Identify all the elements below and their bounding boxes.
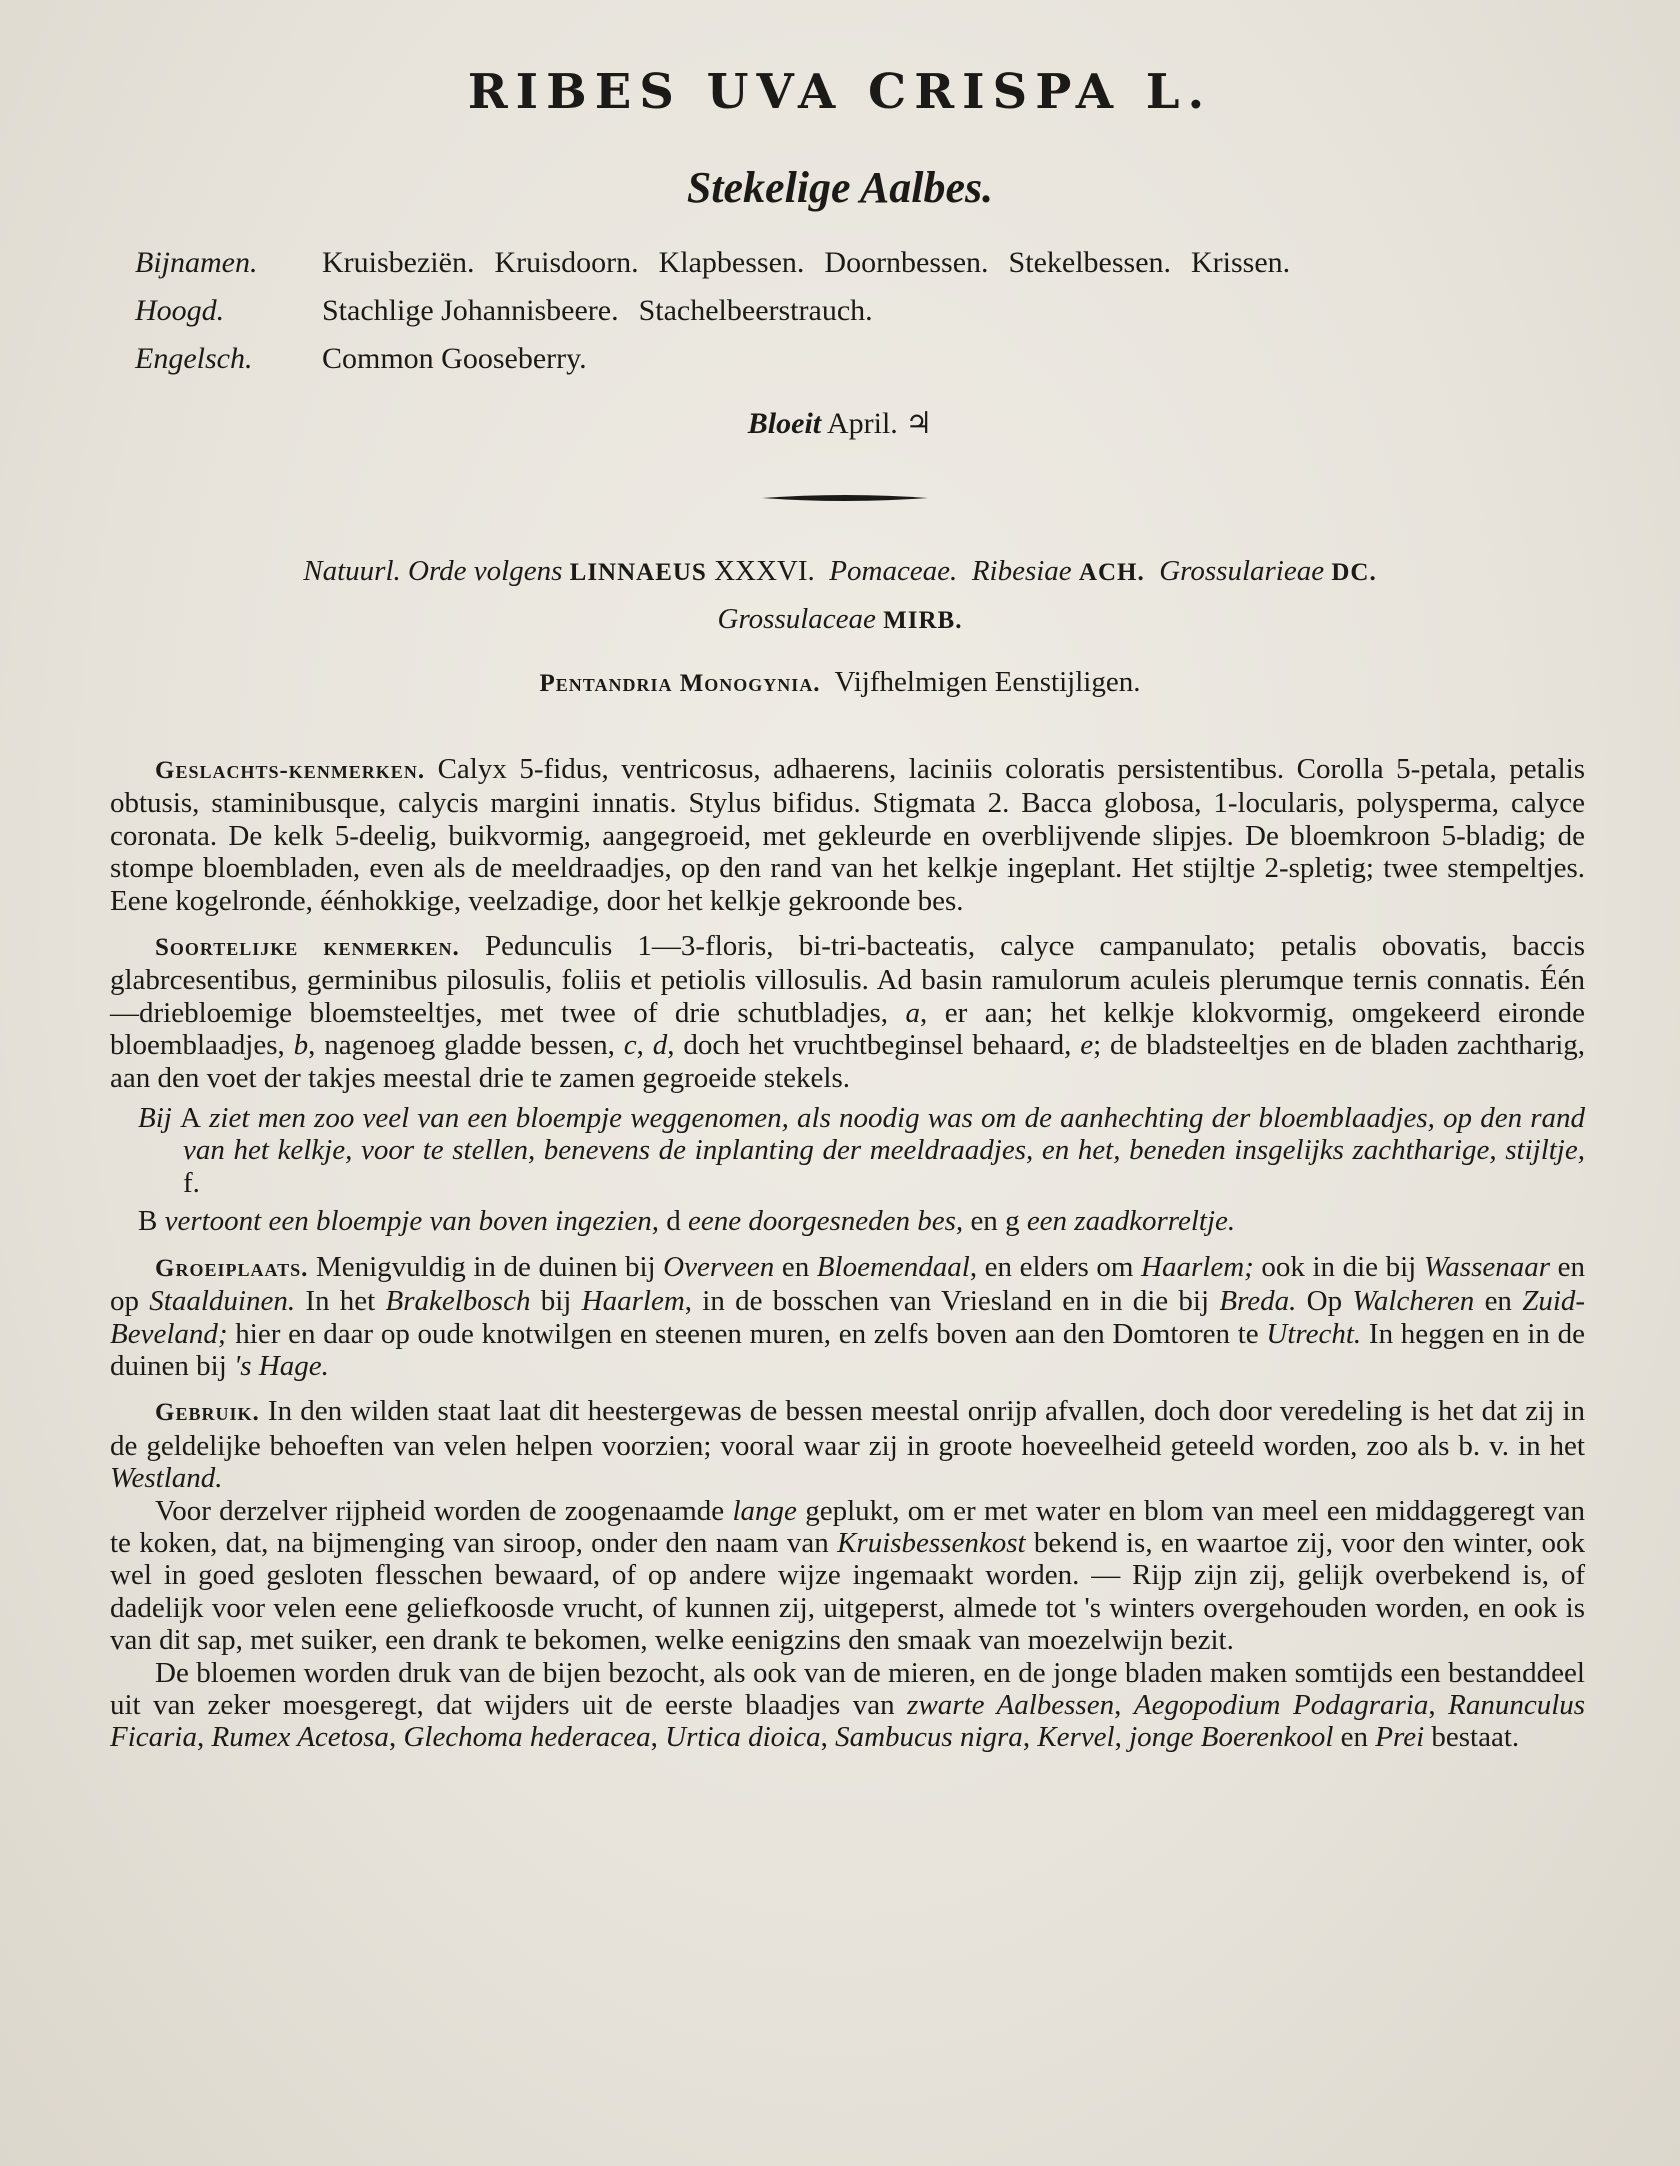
name-value: Krissen.: [1191, 246, 1291, 279]
use-paragraph-3: De bloemen worden druk van de bijen bezocht, als ook van de mieren, en de jonge bladen maken somtijds een bestanddeel uit van zeker moesgeregt, dat wijders uit de eerste blaadjes van zwarte Aalbessen, Aegopodium Podagraria, Ranunculus Ficaria, Rumex Acetosa, Glechoma hederacea, Urtica dioica, Sambucus nigra, Kervel, jonge Boerenkool en Prei bestaat.: [110, 1656, 1586, 1754]
bloei-month: April.: [826, 407, 898, 440]
figure-note-a: Bij A ziet men zoo veel van een bloempje weggenomen, als noodig was om de aanhechting der bloemblaadjes, op den rand van het kelkje, voor te stellen, benevens de inplanting der meeldraadjes, en het, beneden insgelijks zachtharige, stijltje, f.: [138, 1102, 1586, 1199]
name-value: Kruisdoorn.: [494, 246, 639, 279]
names-label: Hoogd.: [135, 294, 225, 327]
names-label: Engelsch.: [135, 342, 253, 375]
name-value: Stekelbessen.: [1008, 246, 1172, 279]
body-text: [110, 740, 1585, 1754]
names-row-hoogd: [135, 294, 1290, 342]
genus-characters: Geslachts-kenmerken. Calyx 5-fidus, ventricosus, adhaerens, laciniis coloratis persistentibus. Corolla 5-petala, petalis obtusis, staminibusque, calycis margini innatis. Stylus bifidus. Stigmata 2. Bacca globosa, 1-locularis, polysperma, calyce coronata. De kelk 5-deelig, buikvormig, aangegroeid, met gekleurde en overblijvende slipjes. De bloemkroon 5-bladig; de stompe bloembladen, even als de meeldraadjes, op den rand van het kelkje ingeplant. Het stijltje 2-spletig; twee stempeltjes. Eene kogelronde, éénhokkige, veelzadige, door het kelkje gekroonde bes.: [110, 753, 1586, 917]
species-characters: Soortelijke kenmerken. Pedunculis 1—3-floris, bi-tri-bacteatis, calyce campanulato; petalis obovatis, baccis glabrcesentibus, germinibus pilosulis, foliis et petiolis villosulis. Ad basin ramulorum aculeis plerumque ternis connatis. Één—driebloemige bloemsteeltjes, met twee of drie schutbladjes, a, er aan; het kelkje klokvormig, omgekeerd eironde bloemblaadjes, b, nagenoeg gladde bessen, c, d, doch het vruchtbeginsel behaard, e; de bladsteeltjes en de bladen zachtharig, aan den voet der takjes meestal drie te zamen gegroeide stekels.: [110, 930, 1586, 1094]
name-value: Stachlige Johannisbeere.: [322, 294, 619, 327]
name-value: Stachelbeerstrauch.: [638, 294, 873, 327]
natural-order: Natuurl. Orde volgens LINNAEUS XXXVI. Pomaceae. Ribesiae ACH. Grossularieae DC. Grossulaceae MIRB.: [303, 555, 1377, 635]
name-value: Doornbessen.: [824, 246, 989, 279]
use-section: Gebruik. In den wilden staat laat dit heestergewas de bessen meestal onrijp afvallen, doch door veredeling is het dat zij in de geldelijke behoeften van velen helpen voorzien; vooral waar zij in groote hoeveelheid geteeld worden, zoo als b. v. in het Westland.: [110, 1395, 1586, 1495]
names-row-engelsch: [135, 342, 1290, 390]
bloei-label: Bloeit: [747, 407, 822, 440]
vernacular-names: [135, 246, 1290, 390]
name-value: Common Gooseberry.: [322, 342, 587, 375]
divider-ornament: [760, 490, 930, 506]
names-row-bijnamen: [135, 246, 1290, 294]
use-paragraph-2: Voor derzelver rijpheid worden de zoogenaamde lange geplukt, om er met water en blom van meel een middaggeregt van te koken, dat, na bijmenging van siroop, onder den naam van Kruisbessenkost bekend is, en waartoe zij, voor den winter, ook wel in goed gesloten flesschen bewaard, of op andere wijze ingemaakt worden. — Rijp zijn zij, gelijk overbekend is, of dadelijk voor velen eene geliefkoosde vrucht, of kunnen zij, uitgeperst, almede tot 's winters overgehouden worden, en ook is van dit sap, met suiker, een drank te bekomen, welke eenigzins den smaak van moezelwijn bezit.: [110, 1494, 1586, 1657]
flowering-line: [0, 406, 1680, 441]
page-subtitle: Stekelige Aalbes.: [686, 163, 994, 212]
page-title: RIBES UVA CRISPA L.: [467, 64, 1213, 120]
name-value: Klapbessen.: [658, 246, 805, 279]
names-label: Bijnamen.: [135, 246, 258, 279]
perennial-symbol: ♃: [905, 407, 933, 440]
figure-note-b: B vertoont een bloempje van boven ingezien, d eene doorgesneden bes, en g een zaadkorreltje.: [138, 1205, 1236, 1238]
habitat-section: Groeiplaats. Menigvuldig in de duinen bij Overveen en Bloemendaal, en elders om Haarlem; ook in die bij Wassenaar en op Staalduinen. In het Brakelbosch bij Haarlem, in de bosschen van Vriesland en in die bij Breda. Op Walcheren en Zuid-Beveland; hier en daar op oude knotwilgen en steenen muren, en zelfs boven aan den Domtoren te Utrecht. In heggen en in de duinen bij 's Hage.: [110, 1250, 1586, 1382]
linnaean-class: Pentandria Monogynia. Vijfhelmigen Eenstijligen.: [539, 666, 1141, 698]
name-value: Kruisbeziën.: [322, 246, 475, 279]
